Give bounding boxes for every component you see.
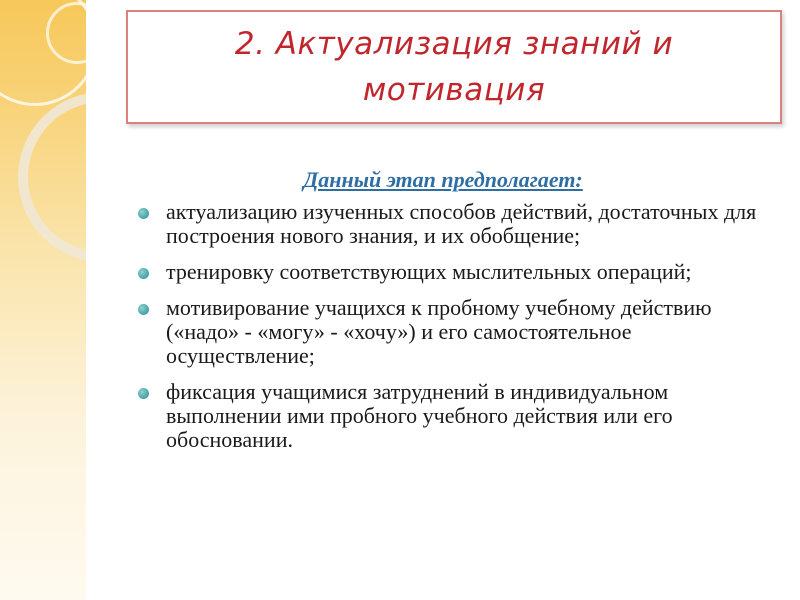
list-item [138,260,778,284]
list-item [138,200,778,248]
bullet-icon [138,208,149,219]
bullet-list [138,200,778,464]
bullet-text: фиксация учащимися затруднений в индивидуальном выполнении ими пробного учебного действия или его обосновании. [166,379,673,452]
bullet-icon [138,268,149,279]
bullet-icon [138,304,149,315]
slide-subtitle: Данный этап предполагает: [303,167,583,192]
bullet-text: мотивирование учащихся к пробному учебному действию («надо» - «могу» - «хочу») и его самостоятельное осуществление; [166,295,712,368]
bullet-text: тренировку соответствующих мыслительных операций; [166,259,692,284]
list-item [138,296,778,368]
slide-title: 2. Актуализация знаний и мотивация [234,26,674,108]
decorative-ring [18,92,86,262]
bullet-text: актуализацию изученных способов действий, достаточных для построения нового знания, и их обобщение; [166,199,757,248]
bullet-icon [138,388,149,399]
list-item [138,380,778,452]
decorative-side-strip [0,0,86,600]
title-box [126,10,782,124]
